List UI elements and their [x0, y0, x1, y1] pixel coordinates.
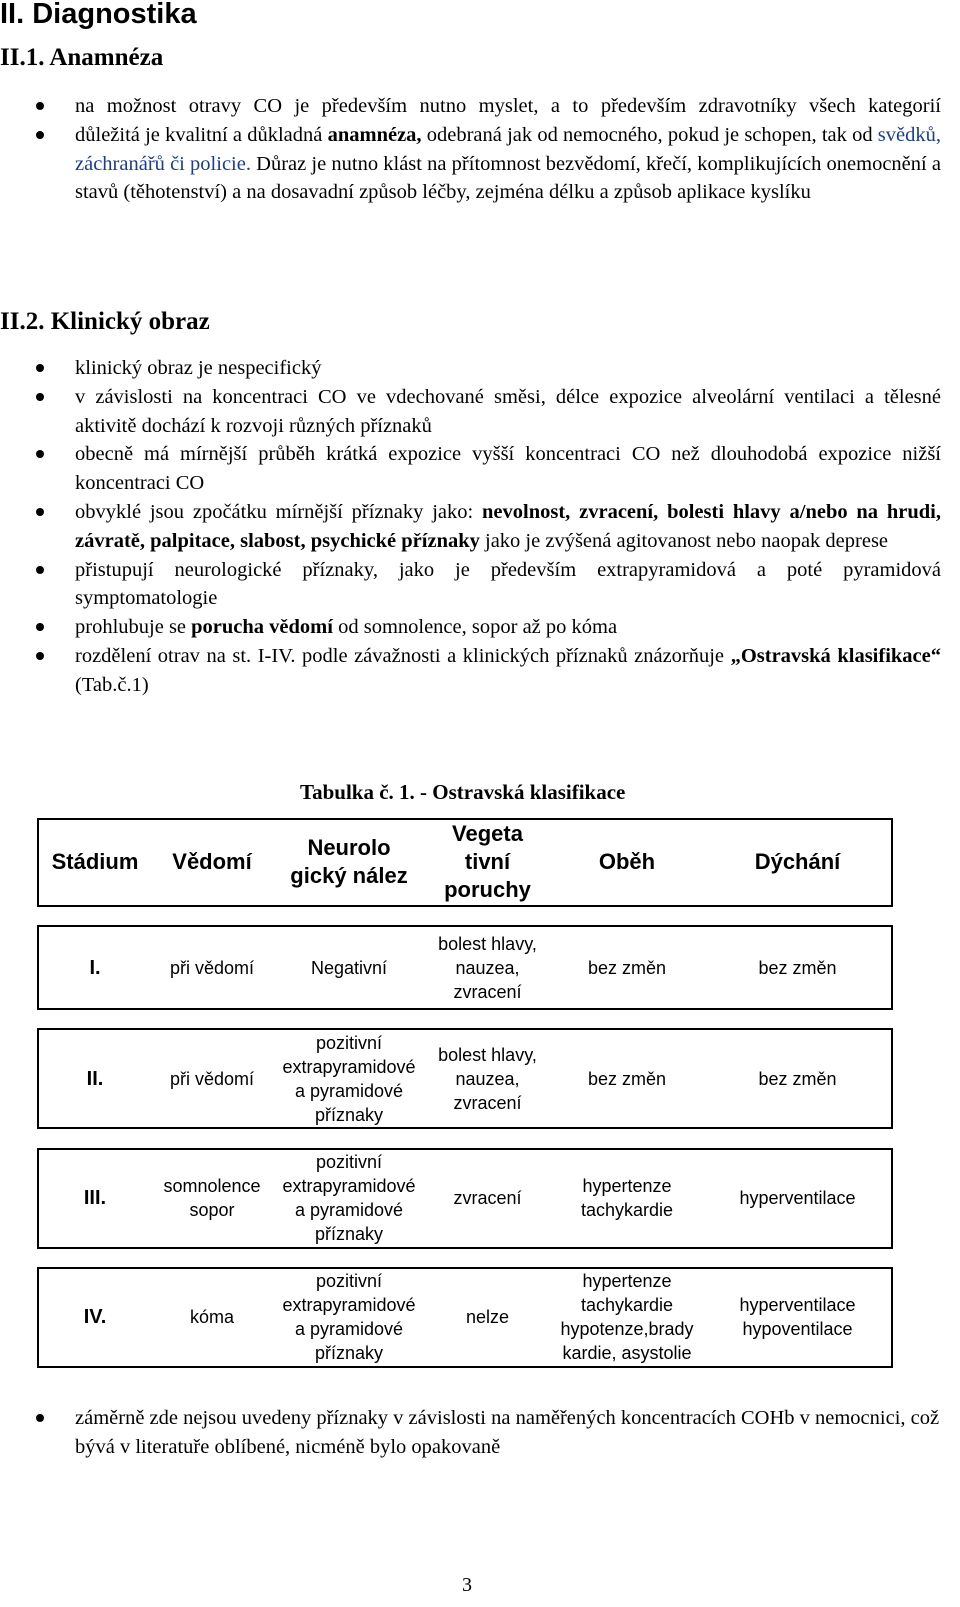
- list-item: prohlubuje se porucha vědomí od somnolence, sopor až po kóma: [75, 613, 941, 642]
- table-cell: IV.: [38, 1268, 151, 1367]
- table-cell: při vědomí: [151, 1029, 273, 1128]
- table-cell: nelze: [425, 1268, 550, 1367]
- header-cell: Neurolo gický nález: [273, 819, 425, 906]
- section-title-klinicky-obraz: II.2. Klinický obraz: [0, 308, 210, 335]
- table-cell: zvracení: [425, 1149, 550, 1248]
- table-cell: hyperventilace: [704, 1149, 892, 1248]
- table-cell: hypertenze tachykardie hypotenze,brady kardie, asystolie: [550, 1268, 704, 1367]
- header-cell: Oběh: [550, 819, 704, 906]
- table-cell: somnolence sopor: [151, 1149, 273, 1248]
- table-cell: pozitivní extrapyramidové a pyramidové příznaky: [273, 1149, 425, 1248]
- list-item: klinický obraz je nespecifický: [75, 354, 941, 383]
- section-title-anamneza: II.1. Anamnéza: [0, 44, 164, 71]
- table-row: [38, 1149, 892, 1248]
- table-cell: hyperventilace hypoventilace: [704, 1268, 892, 1367]
- table-cell: pozitivní extrapyramidové a pyramidové příznaky: [273, 1029, 425, 1128]
- list-item: obecně má mírnější průběh krátká expozice vyšší koncentraci CO než dlouhodobá expozice nižší koncentraci CO: [75, 440, 941, 498]
- table-cell: pozitivní extrapyramidové a pyramidové příznaky: [273, 1268, 425, 1367]
- list-item: obvyklé jsou zpočátku mírnější příznaky jako: nevolnost, zvracení, bolesti hlavy a/nebo na hrudi, závratě, palpitace, slabost, psychické příznaky jako je zvýšená agitovanost nebo naopak deprese: [75, 498, 941, 556]
- list-item: na možnost otravy CO je především nutno myslet, a to především zdravotníky všech kategorií: [75, 92, 941, 121]
- ostravska-klasifikace-table: [37, 818, 893, 1368]
- table-cell: I.: [38, 926, 151, 1009]
- table-cell: hypertenze tachykardie: [550, 1149, 704, 1248]
- table-caption: Tabulka č. 1. - Ostravská klasifikace: [300, 780, 626, 804]
- table-cell: bez změn: [704, 1029, 892, 1128]
- header-cell: Stádium: [38, 819, 151, 906]
- list-item: záměrně zde nejsou uvedeny příznaky v závislosti na naměřených koncentracích COHb v nemocnici, což bývá v literatuře oblíbené, nicméně bylo opakovaně: [75, 1404, 941, 1462]
- table-cell: III.: [38, 1149, 151, 1248]
- table-row: [38, 926, 892, 1009]
- list-item: rozdělení otrav na st. I-IV. podle závažnosti a klinických příznaků znázorňuje „Ostravská klasifikace“ (Tab.č.1): [75, 642, 941, 700]
- header-cell: Vegeta tivní poruchy: [425, 819, 550, 906]
- table-cell: kóma: [151, 1268, 273, 1367]
- table-header-row: [38, 819, 892, 906]
- list-item: v závislosti na koncentraci CO ve vdechované směsi, délce expozice alveolární ventilaci a tělesné aktivitě dochází k rozvoji různých příznaků: [75, 383, 941, 441]
- anamneza-list: [75, 92, 941, 207]
- page-heading: II. Diagnostika: [0, 0, 197, 30]
- table-cell: při vědomí: [151, 926, 273, 1009]
- table-cell: bez změn: [704, 926, 892, 1009]
- klinicky-obraz-list: [75, 354, 941, 700]
- table-cell: bolest hlavy, nauzea, zvracení: [425, 926, 550, 1009]
- header-cell: Dýchání: [704, 819, 892, 906]
- table-cell: bez změn: [550, 1029, 704, 1128]
- table-row: [38, 1268, 892, 1367]
- header-cell: Vědomí: [151, 819, 273, 906]
- table-row: [38, 1029, 892, 1128]
- table-cell: II.: [38, 1029, 151, 1128]
- page-number: 3: [462, 1574, 472, 1596]
- table-cell: bolest hlavy, nauzea, zvracení: [425, 1029, 550, 1128]
- list-item: přistupují neurologické příznaky, jako je především extrapyramidová a poté pyramidová symptomatologie: [75, 556, 941, 614]
- table-cell: Negativní: [273, 926, 425, 1009]
- note-list: [75, 1404, 941, 1462]
- list-item: důležitá je kvalitní a důkladná anamnéza, odebraná jak od nemocného, pokud je schopen, tak od svědků, záchranářů či policie. Důraz je nutno klást na přítomnost bezvědomí, křečí, komplikujících onemocnění a stavů (těhotenství) a na dosavadní způsob léčby, zejména délku a způsob aplikace kyslíku: [75, 121, 941, 207]
- table-cell: bez změn: [550, 926, 704, 1009]
